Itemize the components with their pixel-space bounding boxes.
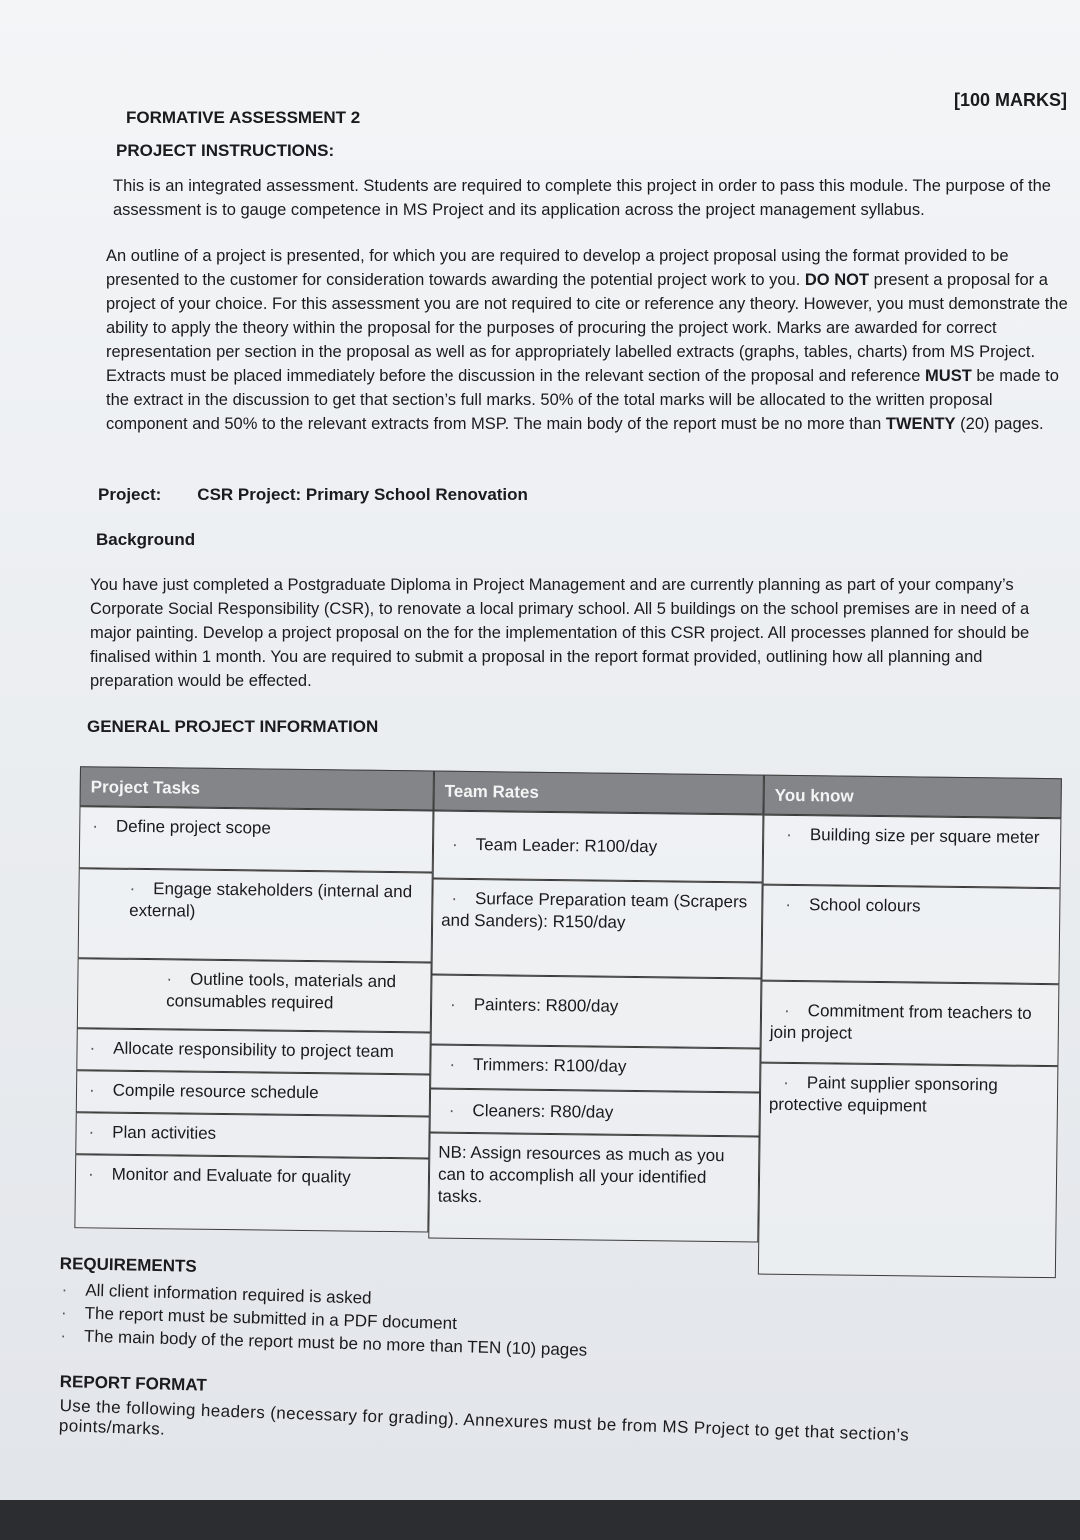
header-project-tasks: Project Tasks (80, 766, 434, 810)
know-cell: · School colours (761, 885, 1060, 985)
rate-cell: · Trimmers: R100/day (430, 1045, 761, 1093)
rate-cell: · Painters: R800/day (431, 975, 762, 1049)
background-heading: Background (96, 530, 196, 549)
total-marks: [100 MARKS] (954, 90, 1068, 110)
instructions-heading: PROJECT INSTRUCTIONS: (116, 141, 335, 160)
requirements-list (60, 1278, 589, 1362)
task-cell: · Outline tools, materials and consumables required (77, 958, 432, 1032)
know-cell: · Paint supplier sponsoring protective equipment (758, 1063, 1059, 1279)
project-label: Project: (98, 485, 162, 504)
background-paragraph: You have just completed a Postgraduate Diploma in Project Management and are currently planning as part of your company’s Corporate Social Responsibility (CSR), to renovate a local primary school. All 5 buildings on the school premises are in need of a major painting. Develop a project proposal on the for the implementation of this CSR project. All processes planned for should be finalised within 1 month. You are required to submit a proposal in the report format provided, outlining how all planning and preparation would be effected. (90, 576, 1030, 690)
report-format-heading: REPORT FORMAT (59, 1372, 207, 1395)
document-title: FORMATIVE ASSESSMENT 2 (126, 108, 361, 127)
task-cell: · Allocate responsibility to project team (76, 1028, 430, 1074)
requirement-item: · The report must be submitted in a PDF document (61, 1301, 588, 1339)
header-team-rates: Team Rates (433, 771, 763, 815)
rate-cell: · Cleaners: R80/day (430, 1089, 761, 1137)
project-info-table (56, 766, 1062, 1278)
rate-cell: · Team Leader: R100/day (433, 811, 764, 883)
general-info-heading: GENERAL PROJECT INFORMATION (87, 717, 379, 736)
rate-cell: · Surface Preparation team (Scrapers and Sanders): R150/day (431, 879, 762, 979)
task-cell: · Plan activities (75, 1112, 429, 1158)
know-cell: · Commitment from teachers to join project (760, 981, 1059, 1067)
know-cell: · Building size per square meter (763, 815, 1062, 889)
rate-note-cell: NB: Assign resources as much as you can to accomplish all your identified tasks. (428, 1133, 759, 1243)
task-cell: · Engage stakeholders (internal and external) (78, 868, 433, 962)
task-cell: · Define project scope (79, 806, 434, 872)
task-cell: · Monitor and Evaluate for quality (74, 1154, 429, 1232)
project-name: CSR Project: Primary School Renovation (197, 485, 528, 504)
instructions-paragraph-2: An outline of a project is presented, for which you are required to develop a project proposal using the format provided to be presented to the customer for consideration towards awarding the potential project work to you. DO NOT present a proposal for a project of your choice. For this assessment you are not required to cite or reference any theory. However, you must demonstrate the ability to apply the theory within the proposal for the purposes of procuring the project work. Marks are awarded for correct representation per section in the proposal as well as for appropriately labelled extracts (graphs, tables, charts) from MS Project. Extracts must be placed immediately before the discussion in the relevant section of the proposal and reference MUST be made to the extract in the discussion to get that section’s full marks. 50% of the total marks will be allocated to the written proposal component and 50% to the relevant extracts from MSP. The main body of the report must be no more than TWENTY (20) pages. (106, 247, 1068, 433)
report-format-text: Use the following headers (necessary for grading). Annexures must be from MS Project to get that section’s points/marks. (58, 1396, 910, 1445)
requirement-item: · All client information required is asked (61, 1278, 588, 1316)
instructions-paragraph-1: This is an integrated assessment. Students are required to complete this project in order to pass this module. The purpose of the assessment is to gauge competence in MS Project and its application across the project management syllabus. (113, 177, 1051, 219)
header-you-know: You know (763, 775, 1061, 819)
requirements-heading: REQUIREMENTS (59, 1254, 197, 1276)
project-line (98, 485, 528, 505)
requirement-item: · The main body of the report must be no more than TEN (10) pages (60, 1324, 587, 1362)
task-cell: · Compile resource schedule (76, 1070, 430, 1116)
